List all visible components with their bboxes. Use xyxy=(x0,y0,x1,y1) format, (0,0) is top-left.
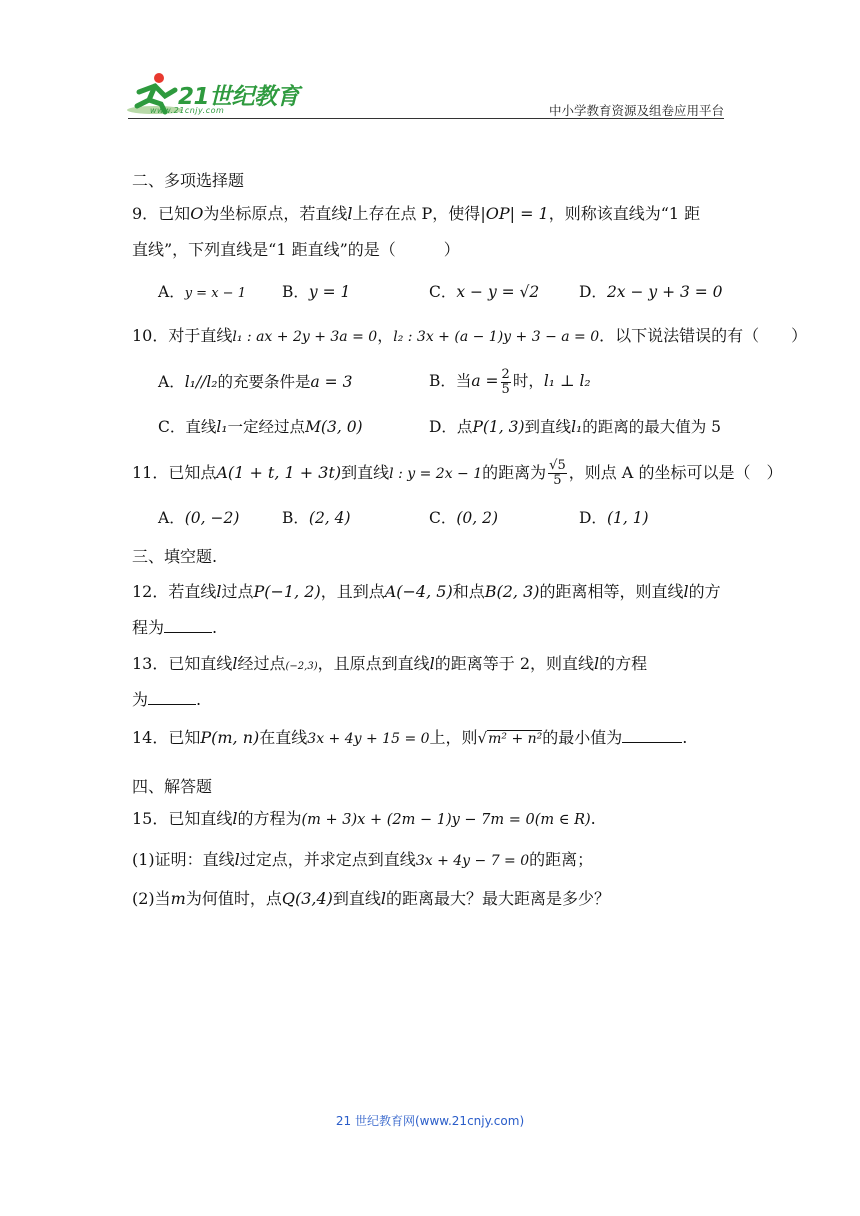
question-9-line-1: 9．已知O为坐标原点，若直线l上存在点 P，使得|OP| = 1，则称该直线为“1 距 xyxy=(132,204,701,223)
question-12-line-2: 程为 . xyxy=(132,618,218,637)
answer-blank[interactable] xyxy=(622,728,682,743)
question-13-line-2: 为 . xyxy=(132,690,202,709)
question-9-line-2: 直线”，下列直线是“1 距直线”的是（ ） xyxy=(132,240,460,259)
header-platform-text: 中小学教育资源及组卷应用平台 xyxy=(548,103,724,118)
fraction-two-fifths: $\frac{2}{5}$ xyxy=(501,366,510,397)
fraction-sqrt5-over-5: $\frac{√5}{5}$ xyxy=(549,458,566,488)
question-10-option-b: B．当a = $\frac{2}{5}$ 时，l₁ ⊥ l₂ xyxy=(429,366,591,397)
question-11-option-b: B．(2, 4) xyxy=(282,509,351,527)
question-10-option-c: C．直线l₁一定经过点M(3, 0) xyxy=(158,418,363,436)
question-11-stem: 11．已知点A(1 + t, 1 + 3t)到直线l : y = 2x − 1的距离为 $\frac{√5}{5}$ ，则点 A 的坐标可以是（ ） xyxy=(132,458,783,488)
question-11-option-a: A．(0, −2) xyxy=(158,509,240,527)
footer-link[interactable]: 21 世纪教育网(www.21cnjy.com) xyxy=(335,1114,525,1128)
question-9-option-a: A．y = x − 1 xyxy=(158,283,246,301)
answer-blank[interactable] xyxy=(148,690,196,705)
question-11-option-d: D．(1, 1) xyxy=(579,509,649,527)
logo-url: www.21cnjy.com xyxy=(150,106,225,115)
question-12-line-1: 12．若直线l过点P(−1, 2)，且到点A(−4, 5)和点B(2, 3)的距离相等，则直线l的方 xyxy=(132,582,721,601)
question-14: 14．已知P(m, n)在直线3x + 4y + 15 = 0上，则√m² + n²的最小值为 . xyxy=(132,728,688,747)
section-heading-fill-in: 三、填空题. xyxy=(132,547,218,566)
question-15-part-2: (2)当m为何值时，点Q(3,4)到直线l的距离最大？最大距离是多少？ xyxy=(132,889,611,908)
logo-text: 21世纪教育 xyxy=(178,84,300,110)
question-10-option-a: A．l₁//l₂的充要条件是a = 3 xyxy=(158,373,353,391)
question-10-stem: 10．对于直线l₁ : ax + 2y + 3a = 0，l₂ : 3x + (a − 1)y + 3 − a = 0．以下说法错误的有（ ） xyxy=(132,326,808,345)
question-9-option-c: C．x − y = √2 xyxy=(429,283,540,301)
answer-blank[interactable] xyxy=(164,618,212,633)
question-15-part-1: (1)证明：直线l过定点，并求定点到直线3x + 4y − 7 = 0的距离； xyxy=(132,850,594,869)
header-divider xyxy=(128,118,724,119)
question-9-option-d: D．2x − y + 3 = 0 xyxy=(579,283,723,301)
question-13-line-1: 13．已知直线l经过点(−2,3)，且原点到直线l的距离等于 2，则直线l的方程 xyxy=(132,654,648,673)
question-15-stem: 15．已知直线l的方程为(m + 3)x + (2m − 1)y − 7m = 0(m ∈ R). xyxy=(132,809,596,828)
section-heading-solve: 四、解答题 xyxy=(132,777,213,796)
section-heading-multiple-choice: 二、多项选择题 xyxy=(132,171,245,190)
question-10-option-d: D．点P(1, 3)到直线l₁的距离的最大值为 5 xyxy=(429,418,722,436)
question-9-option-b: B．y = 1 xyxy=(282,283,351,301)
question-11-option-c: C．(0, 2) xyxy=(429,509,499,527)
